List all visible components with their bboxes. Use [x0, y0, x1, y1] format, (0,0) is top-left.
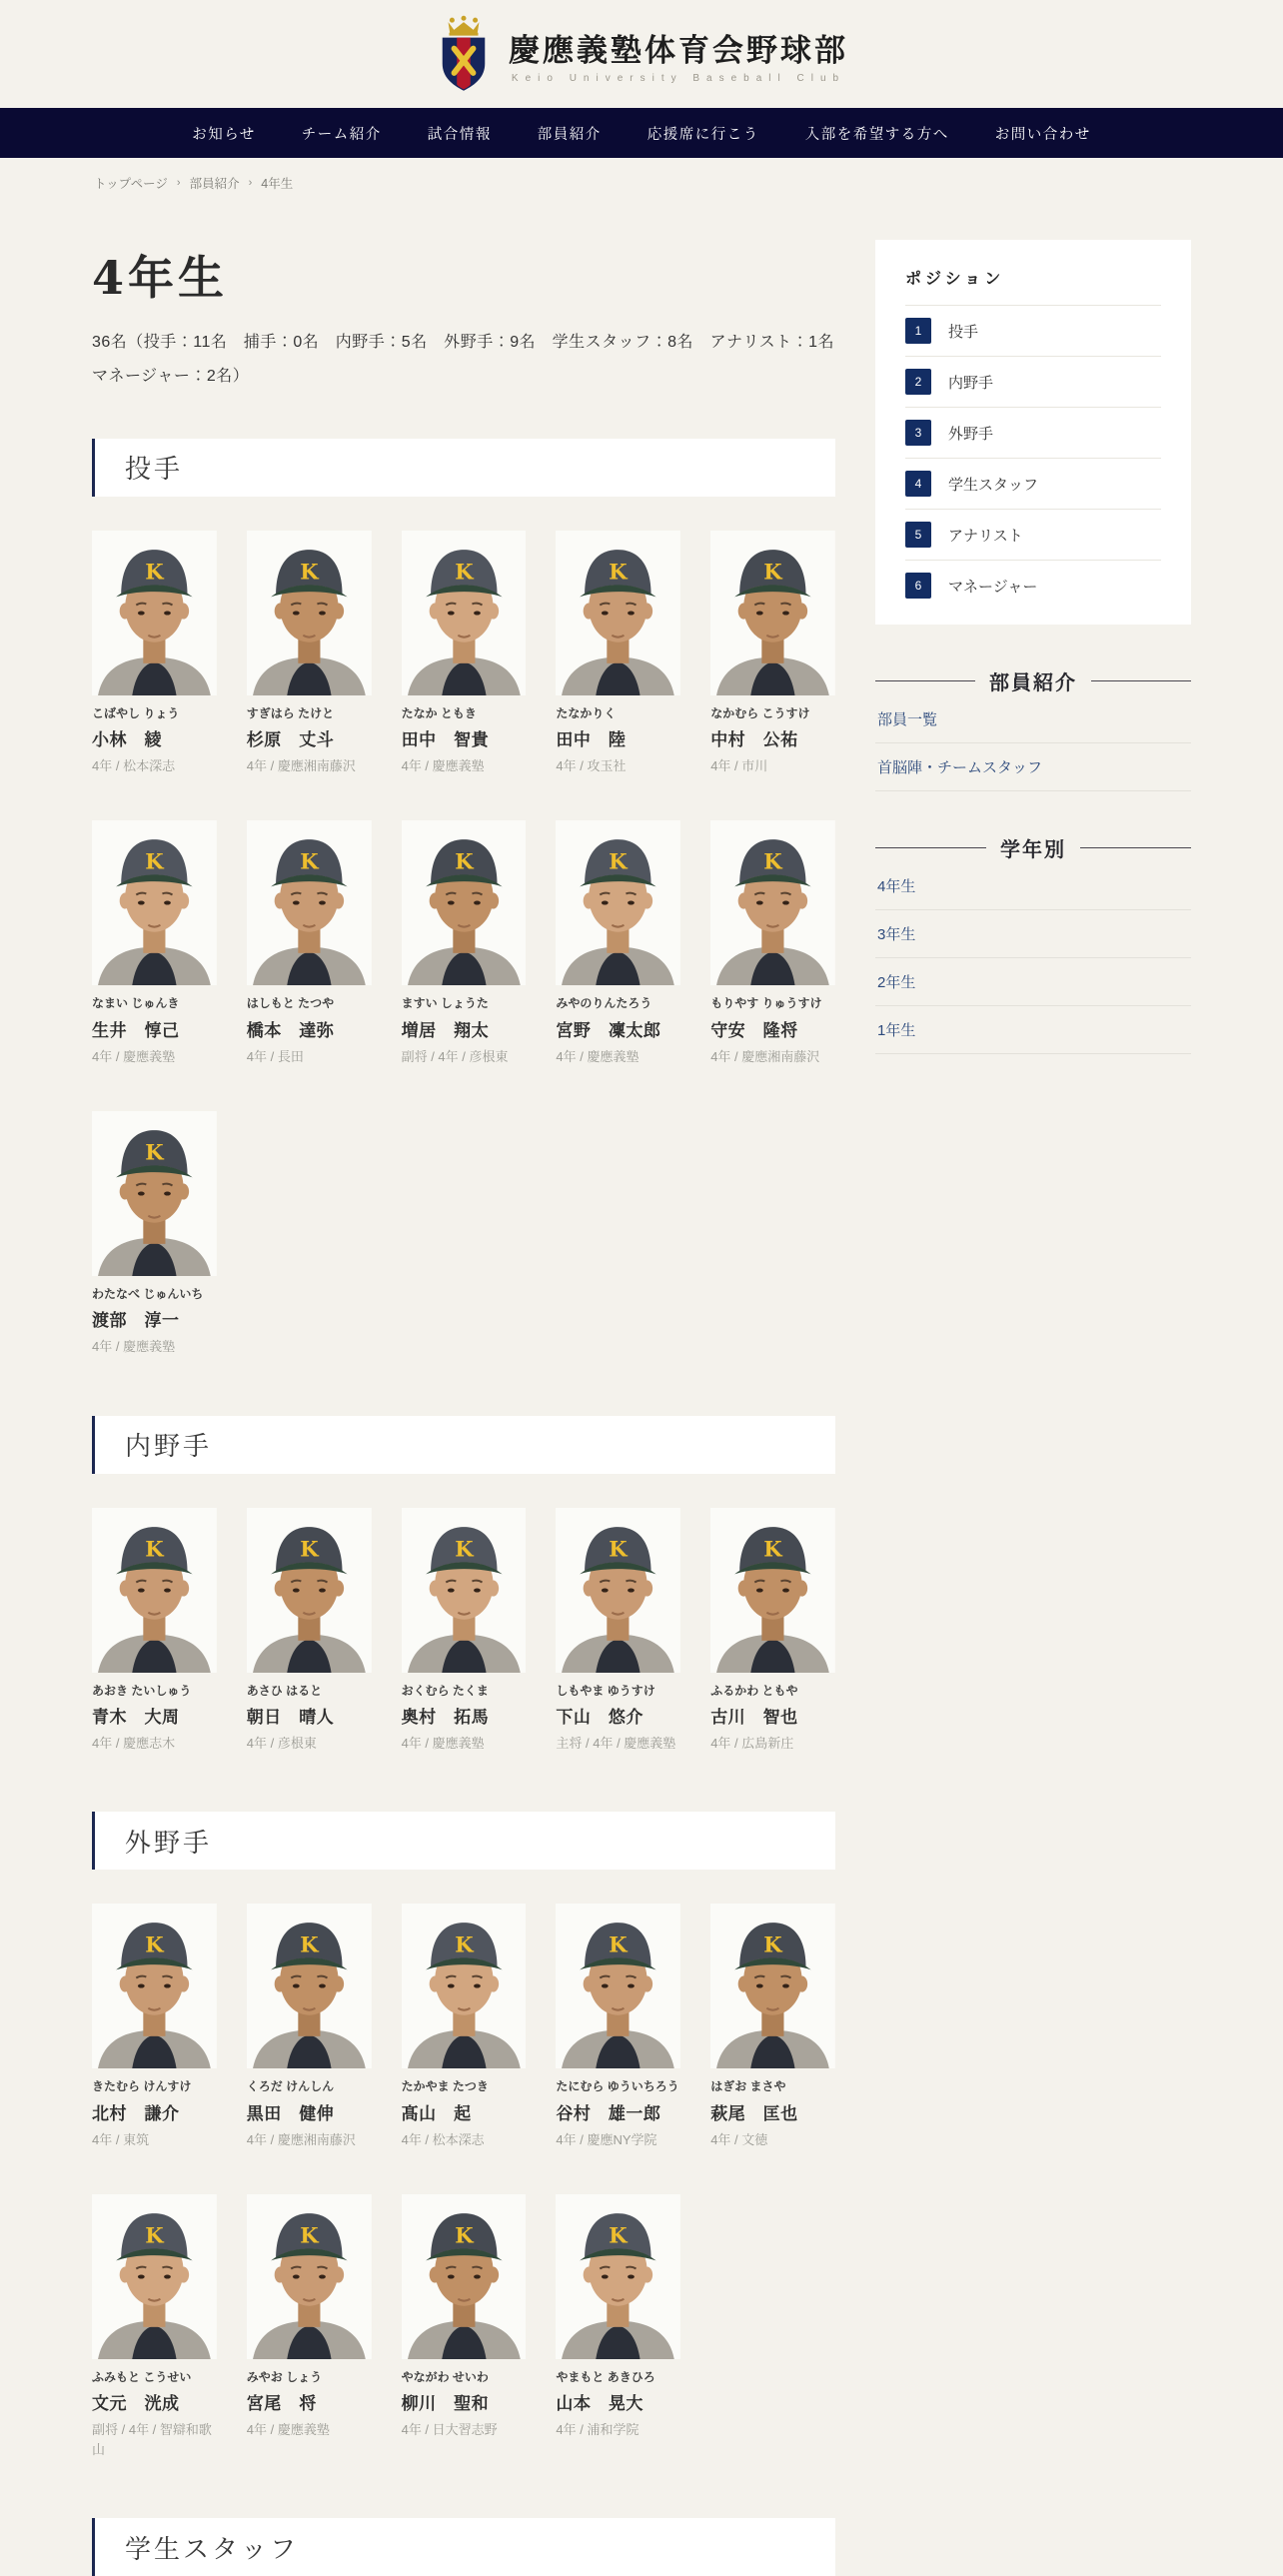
player-portrait	[92, 1904, 217, 2068]
svg-text:K: K	[145, 1932, 164, 1957]
svg-text:K: K	[300, 559, 319, 585]
breadcrumb-separator: ›	[248, 177, 253, 189]
svg-text:K: K	[609, 559, 628, 585]
player-name: 下山 悠介	[556, 1707, 643, 1727]
position-item[interactable]	[905, 306, 1161, 357]
player-portrait	[710, 820, 835, 985]
svg-text:K: K	[454, 2222, 474, 2248]
player-note: 4年 / 慶應NY学院	[556, 2131, 657, 2147]
player-note: 4年 / 慶應義塾	[246, 2422, 330, 2438]
position-item[interactable]	[905, 408, 1161, 459]
nav-item[interactable]: 試合情報	[427, 126, 492, 143]
player-note: 4年 / 文徳	[710, 2131, 768, 2147]
roster-section	[92, 2518, 835, 2576]
position-number-badge: 4	[905, 471, 931, 497]
position-label: 投手	[948, 323, 979, 341]
svg-text:K: K	[454, 1932, 474, 1957]
position-item[interactable]	[905, 510, 1161, 561]
main-nav	[0, 108, 1283, 158]
nav-item[interactable]: 入部を希望する方へ	[804, 126, 949, 143]
player-card[interactable]	[92, 1508, 217, 1755]
player-note: 4年 / 慶應湘南藤沢	[710, 1048, 820, 1064]
player-name: 生井 惇己	[92, 1020, 180, 1040]
player-grid	[92, 1904, 835, 2460]
section-title: 投手	[125, 455, 184, 486]
roster-section	[92, 439, 835, 1358]
player-name: 田中 智貴	[401, 730, 490, 750]
player-photo	[247, 2194, 372, 2359]
player-card[interactable]	[710, 1904, 835, 2150]
section-header	[92, 1812, 835, 1870]
player-kana: たかやま たつき	[401, 2079, 489, 2094]
player-kana: なまい じゅんき	[92, 996, 180, 1011]
section-title: 外野手	[125, 1828, 213, 1859]
player-card[interactable]	[556, 531, 680, 777]
nav-item[interactable]: チーム紹介	[301, 126, 382, 143]
player-card[interactable]	[92, 531, 217, 777]
svg-text:K: K	[300, 1535, 319, 1561]
player-photo	[247, 531, 372, 695]
player-portrait	[556, 1508, 680, 1673]
nav-item[interactable]: 応援席に行こう	[646, 126, 759, 143]
position-label: 学生スタッフ	[948, 476, 1039, 494]
player-note: 4年 / 広島新庄	[710, 1736, 794, 1751]
player-name: 萩尾 匡也	[710, 2103, 798, 2123]
player-kana: はしもと たつや	[246, 996, 335, 1011]
grade-link[interactable]: 4年生	[875, 862, 1191, 910]
player-name: 古川 智也	[710, 1708, 798, 1727]
position-number-badge: 2	[905, 369, 931, 395]
member-links	[875, 695, 1191, 791]
section-title: 学生スタッフ	[125, 2534, 300, 2565]
player-photo	[92, 2194, 217, 2359]
player-kana: きたむら けんすけ	[92, 2079, 192, 2094]
svg-text:K: K	[145, 559, 164, 585]
player-photo	[402, 1904, 527, 2068]
player-photo	[556, 531, 680, 695]
player-portrait	[710, 531, 835, 695]
player-grid	[92, 531, 835, 1358]
player-portrait	[710, 1508, 835, 1673]
player-kana: なかむら こうすけ	[710, 705, 810, 720]
player-note: 4年 / 慶應義塾	[401, 1735, 485, 1751]
svg-text:K: K	[145, 848, 164, 874]
player-portrait	[92, 1111, 217, 1276]
svg-text:K: K	[454, 559, 474, 585]
player-portrait	[92, 2194, 217, 2359]
player-name: 黒田 健伸	[246, 2103, 335, 2123]
player-photo	[402, 2194, 527, 2359]
player-portrait	[402, 820, 527, 985]
player-note: 4年 / 慶應義塾	[556, 1048, 640, 1064]
roster-summary: 36名（投手：11名 捕手：0名 内野手：5名 外野手：9名 学生スタッフ：8名 アナリスト：1名 マネージャー：2名）	[92, 334, 851, 386]
player-card[interactable]	[92, 1111, 217, 1358]
player-card[interactable]	[247, 820, 372, 1067]
player-portrait	[402, 531, 527, 695]
breadcrumb-item[interactable]: トップページ	[94, 177, 168, 191]
breadcrumb-item: 4年生	[261, 177, 294, 191]
player-name: 文元 洸成	[92, 2394, 180, 2414]
section-header	[92, 439, 835, 497]
player-name: 田中 陸	[556, 730, 627, 750]
player-note: 4年 / 慶應義塾	[401, 758, 485, 774]
player-note: 副将 / 4年 / 彦根東	[401, 1048, 509, 1064]
player-name: 髙山 起	[401, 2103, 472, 2123]
player-portrait	[92, 820, 217, 985]
position-label: 内野手	[948, 374, 994, 392]
svg-text:K: K	[300, 848, 319, 874]
player-card[interactable]	[710, 1508, 835, 1755]
player-kana: はぎお まさや	[710, 2079, 786, 2094]
player-photo	[92, 1508, 217, 1673]
player-photo	[556, 820, 680, 985]
player-portrait	[556, 820, 680, 985]
player-photo	[710, 820, 835, 985]
player-portrait	[402, 1508, 527, 1673]
player-kana: みやのりんたろう	[556, 996, 652, 1011]
player-portrait	[556, 2194, 680, 2359]
player-kana: しもやま ゆうすけ	[556, 1683, 655, 1698]
player-card[interactable]	[402, 820, 527, 1067]
player-portrait	[710, 1904, 835, 2068]
player-photo	[402, 1508, 527, 1673]
player-name: 守安 隆将	[710, 1020, 798, 1040]
position-item[interactable]	[905, 561, 1161, 611]
player-portrait	[247, 531, 372, 695]
player-photo	[402, 820, 527, 985]
player-name: 中村 公祐	[710, 730, 798, 750]
page-title: 4年生	[92, 251, 229, 305]
svg-text:K: K	[609, 2222, 628, 2248]
position-number-badge: 5	[905, 522, 931, 548]
player-portrait	[247, 1904, 372, 2068]
player-kana: あさひ はると	[246, 1683, 323, 1698]
position-number-badge: 1	[905, 318, 931, 344]
player-photo	[556, 1508, 680, 1673]
player-kana: もりやす りゅうすけ	[710, 996, 822, 1011]
player-note: 4年 / 慶應義塾	[92, 1339, 176, 1355]
player-note: 4年 / 日大習志野	[401, 2422, 498, 2438]
svg-text:K: K	[763, 1535, 782, 1561]
section-header	[92, 1416, 835, 1474]
player-photo	[556, 1904, 680, 2068]
player-kana: ますい しょうた	[401, 996, 489, 1011]
player-note: 4年 / 慶應湘南藤沢	[246, 2131, 356, 2147]
svg-text:K: K	[300, 2222, 319, 2248]
player-photo	[556, 2194, 680, 2359]
section-header	[92, 2518, 835, 2576]
player-card[interactable]	[710, 531, 835, 777]
player-kana: わたなべ じゅんいち	[92, 1287, 204, 1302]
player-note: 4年 / 市川	[710, 758, 768, 774]
svg-text:K: K	[609, 1932, 628, 1957]
svg-text:K: K	[300, 1932, 319, 1957]
position-number-badge: 3	[905, 420, 931, 446]
svg-text:K: K	[145, 1535, 164, 1561]
player-kana: たにむら ゆういちろう	[556, 2079, 679, 2094]
player-card[interactable]	[556, 1904, 680, 2150]
player-grid	[92, 1508, 835, 1755]
player-card[interactable]	[710, 820, 835, 1067]
position-label: アナリスト	[948, 527, 1023, 545]
player-card[interactable]	[556, 2194, 680, 2461]
grade-link[interactable]: 3年生	[875, 910, 1191, 958]
position-card-title: ポジション	[905, 266, 1161, 306]
position-card	[875, 240, 1191, 625]
player-note: 4年 / 東筑	[92, 2131, 150, 2147]
breadcrumb	[92, 158, 1191, 192]
section-title: 内野手	[125, 1432, 213, 1463]
sidebar-grade-section	[875, 833, 1191, 1054]
svg-text:K: K	[763, 848, 782, 874]
member-link[interactable]: 部員一覧	[875, 695, 1191, 743]
position-label: 外野手	[948, 425, 994, 443]
player-name: 柳川 聖和	[401, 2394, 490, 2414]
club-crest-icon	[435, 15, 493, 93]
player-portrait	[402, 2194, 527, 2359]
position-item[interactable]	[905, 459, 1161, 510]
site-header	[0, 0, 1283, 108]
svg-text:K: K	[609, 848, 628, 874]
player-card[interactable]	[402, 2194, 527, 2461]
sidebar-member-heading: 部員紹介	[875, 666, 1191, 695]
player-kana: ふみもと こうせい	[92, 2369, 192, 2384]
player-portrait	[556, 531, 680, 695]
player-card[interactable]	[556, 820, 680, 1067]
player-kana: たなかりく	[556, 705, 617, 720]
player-name: 奥村 拓馬	[401, 1707, 490, 1727]
player-photo	[247, 1508, 372, 1673]
position-list	[905, 306, 1161, 611]
player-kana: たなか ともき	[401, 705, 477, 720]
player-note: 4年 / 彦根東	[246, 1735, 317, 1751]
roster-section	[92, 1812, 835, 2460]
svg-text:K: K	[763, 559, 782, 585]
player-photo	[402, 531, 527, 695]
player-note: 主将 / 4年 / 慶應義塾	[556, 1735, 676, 1751]
player-card[interactable]	[92, 820, 217, 1067]
player-note: 4年 / 慶應湘南藤沢	[246, 758, 356, 774]
player-kana: やまもと あきひろ	[556, 2369, 655, 2384]
player-note: 4年 / 慶應義塾	[92, 1048, 176, 1064]
svg-text:K: K	[763, 1932, 782, 1957]
player-photo	[247, 820, 372, 985]
player-photo	[247, 1904, 372, 2068]
player-card[interactable]	[92, 2194, 217, 2461]
player-photo	[710, 1904, 835, 2068]
player-name: 谷村 雄一郎	[556, 2103, 661, 2123]
player-portrait	[247, 2194, 372, 2359]
nav-item[interactable]: 部員紹介	[537, 126, 602, 143]
player-kana: みやお しょう	[246, 2369, 323, 2384]
svg-text:K: K	[609, 1535, 628, 1561]
player-kana: あおき たいしゅう	[92, 1683, 192, 1698]
grade-link[interactable]: 1年生	[875, 1006, 1191, 1054]
main-content	[92, 192, 851, 2576]
sidebar-member-section	[875, 666, 1191, 791]
player-name: 青木 大周	[92, 1707, 180, 1727]
player-note: 4年 / 長田	[246, 1048, 304, 1064]
breadcrumb-separator: ›	[176, 177, 181, 189]
player-portrait	[247, 1508, 372, 1673]
player-name: 橋本 達弥	[246, 1020, 335, 1040]
sidebar	[875, 240, 1191, 1054]
player-card[interactable]	[247, 1508, 372, 1755]
player-card[interactable]	[247, 531, 372, 777]
svg-text:K: K	[454, 1535, 474, 1561]
breadcrumb-item[interactable]: 部員紹介	[189, 177, 240, 191]
player-note: 4年 / 浦和学院	[556, 2422, 640, 2438]
player-photo	[710, 531, 835, 695]
player-note: 副将 / 4年 / 智辯和歌山	[92, 2422, 212, 2458]
player-portrait	[92, 531, 217, 695]
grade-links	[875, 862, 1191, 1054]
player-portrait	[556, 1904, 680, 2068]
player-name: 増居 翔太	[401, 1020, 490, 1040]
player-photo	[92, 1904, 217, 2068]
player-kana: くろだ けんしん	[246, 2079, 335, 2094]
player-portrait	[247, 820, 372, 985]
player-note: 4年 / 松本深志	[401, 2131, 485, 2147]
player-note: 4年 / 攻玉社	[556, 758, 627, 774]
nav-item[interactable]: お知らせ	[192, 126, 256, 143]
player-note: 4年 / 松本深志	[92, 758, 176, 774]
player-name: 朝日 晴人	[246, 1707, 335, 1727]
site-logo[interactable]	[435, 15, 848, 93]
position-item[interactable]	[905, 357, 1161, 408]
position-number-badge: 6	[905, 573, 931, 599]
player-portrait	[402, 1904, 527, 2068]
player-name: 北村 謙介	[92, 2103, 180, 2123]
svg-text:K: K	[145, 2222, 164, 2248]
player-card[interactable]	[247, 1904, 372, 2150]
player-card[interactable]	[556, 1508, 680, 1755]
player-name: 宮野 凜太郎	[556, 1020, 661, 1040]
position-label: マネージャー	[948, 578, 1038, 596]
player-name: 山本 晃大	[556, 2394, 643, 2414]
player-kana: こばやし りょう	[92, 705, 180, 720]
player-photo	[92, 820, 217, 985]
player-photo	[92, 1111, 217, 1276]
player-note: 4年 / 慶應志木	[92, 1735, 176, 1751]
player-card[interactable]	[247, 2194, 372, 2461]
roster-sections	[92, 439, 835, 2576]
player-kana: やながわ せいわ	[401, 2369, 489, 2384]
player-card[interactable]	[402, 1508, 527, 1755]
player-name: 渡部 淳一	[92, 1311, 180, 1331]
svg-text:K: K	[454, 848, 474, 874]
player-card[interactable]	[402, 531, 527, 777]
player-photo	[92, 531, 217, 695]
sidebar-grade-heading: 学年別	[875, 833, 1191, 862]
player-card[interactable]	[92, 1904, 217, 2150]
player-card[interactable]	[402, 1904, 527, 2150]
grade-link[interactable]: 2年生	[875, 958, 1191, 1006]
nav-item[interactable]: お問い合わせ	[994, 126, 1091, 143]
player-name: 宮尾 将	[246, 2394, 317, 2414]
roster-section	[92, 1416, 835, 1755]
player-kana: ふるかわ ともや	[710, 1683, 798, 1698]
player-kana: おくむら たくま	[401, 1683, 489, 1698]
player-name: 杉原 丈斗	[246, 730, 335, 750]
player-name: 小林 綾	[92, 730, 162, 750]
member-link[interactable]: 首脳陣・チームスタッフ	[875, 743, 1191, 791]
site-subtitle: Keio University Baseball Club	[511, 72, 846, 84]
site-title: 慶應義塾体育会野球部	[509, 32, 848, 69]
player-photo	[710, 1508, 835, 1673]
player-portrait	[92, 1508, 217, 1673]
player-kana: すぎはら たけと	[246, 705, 335, 720]
svg-text:K: K	[145, 1139, 164, 1165]
